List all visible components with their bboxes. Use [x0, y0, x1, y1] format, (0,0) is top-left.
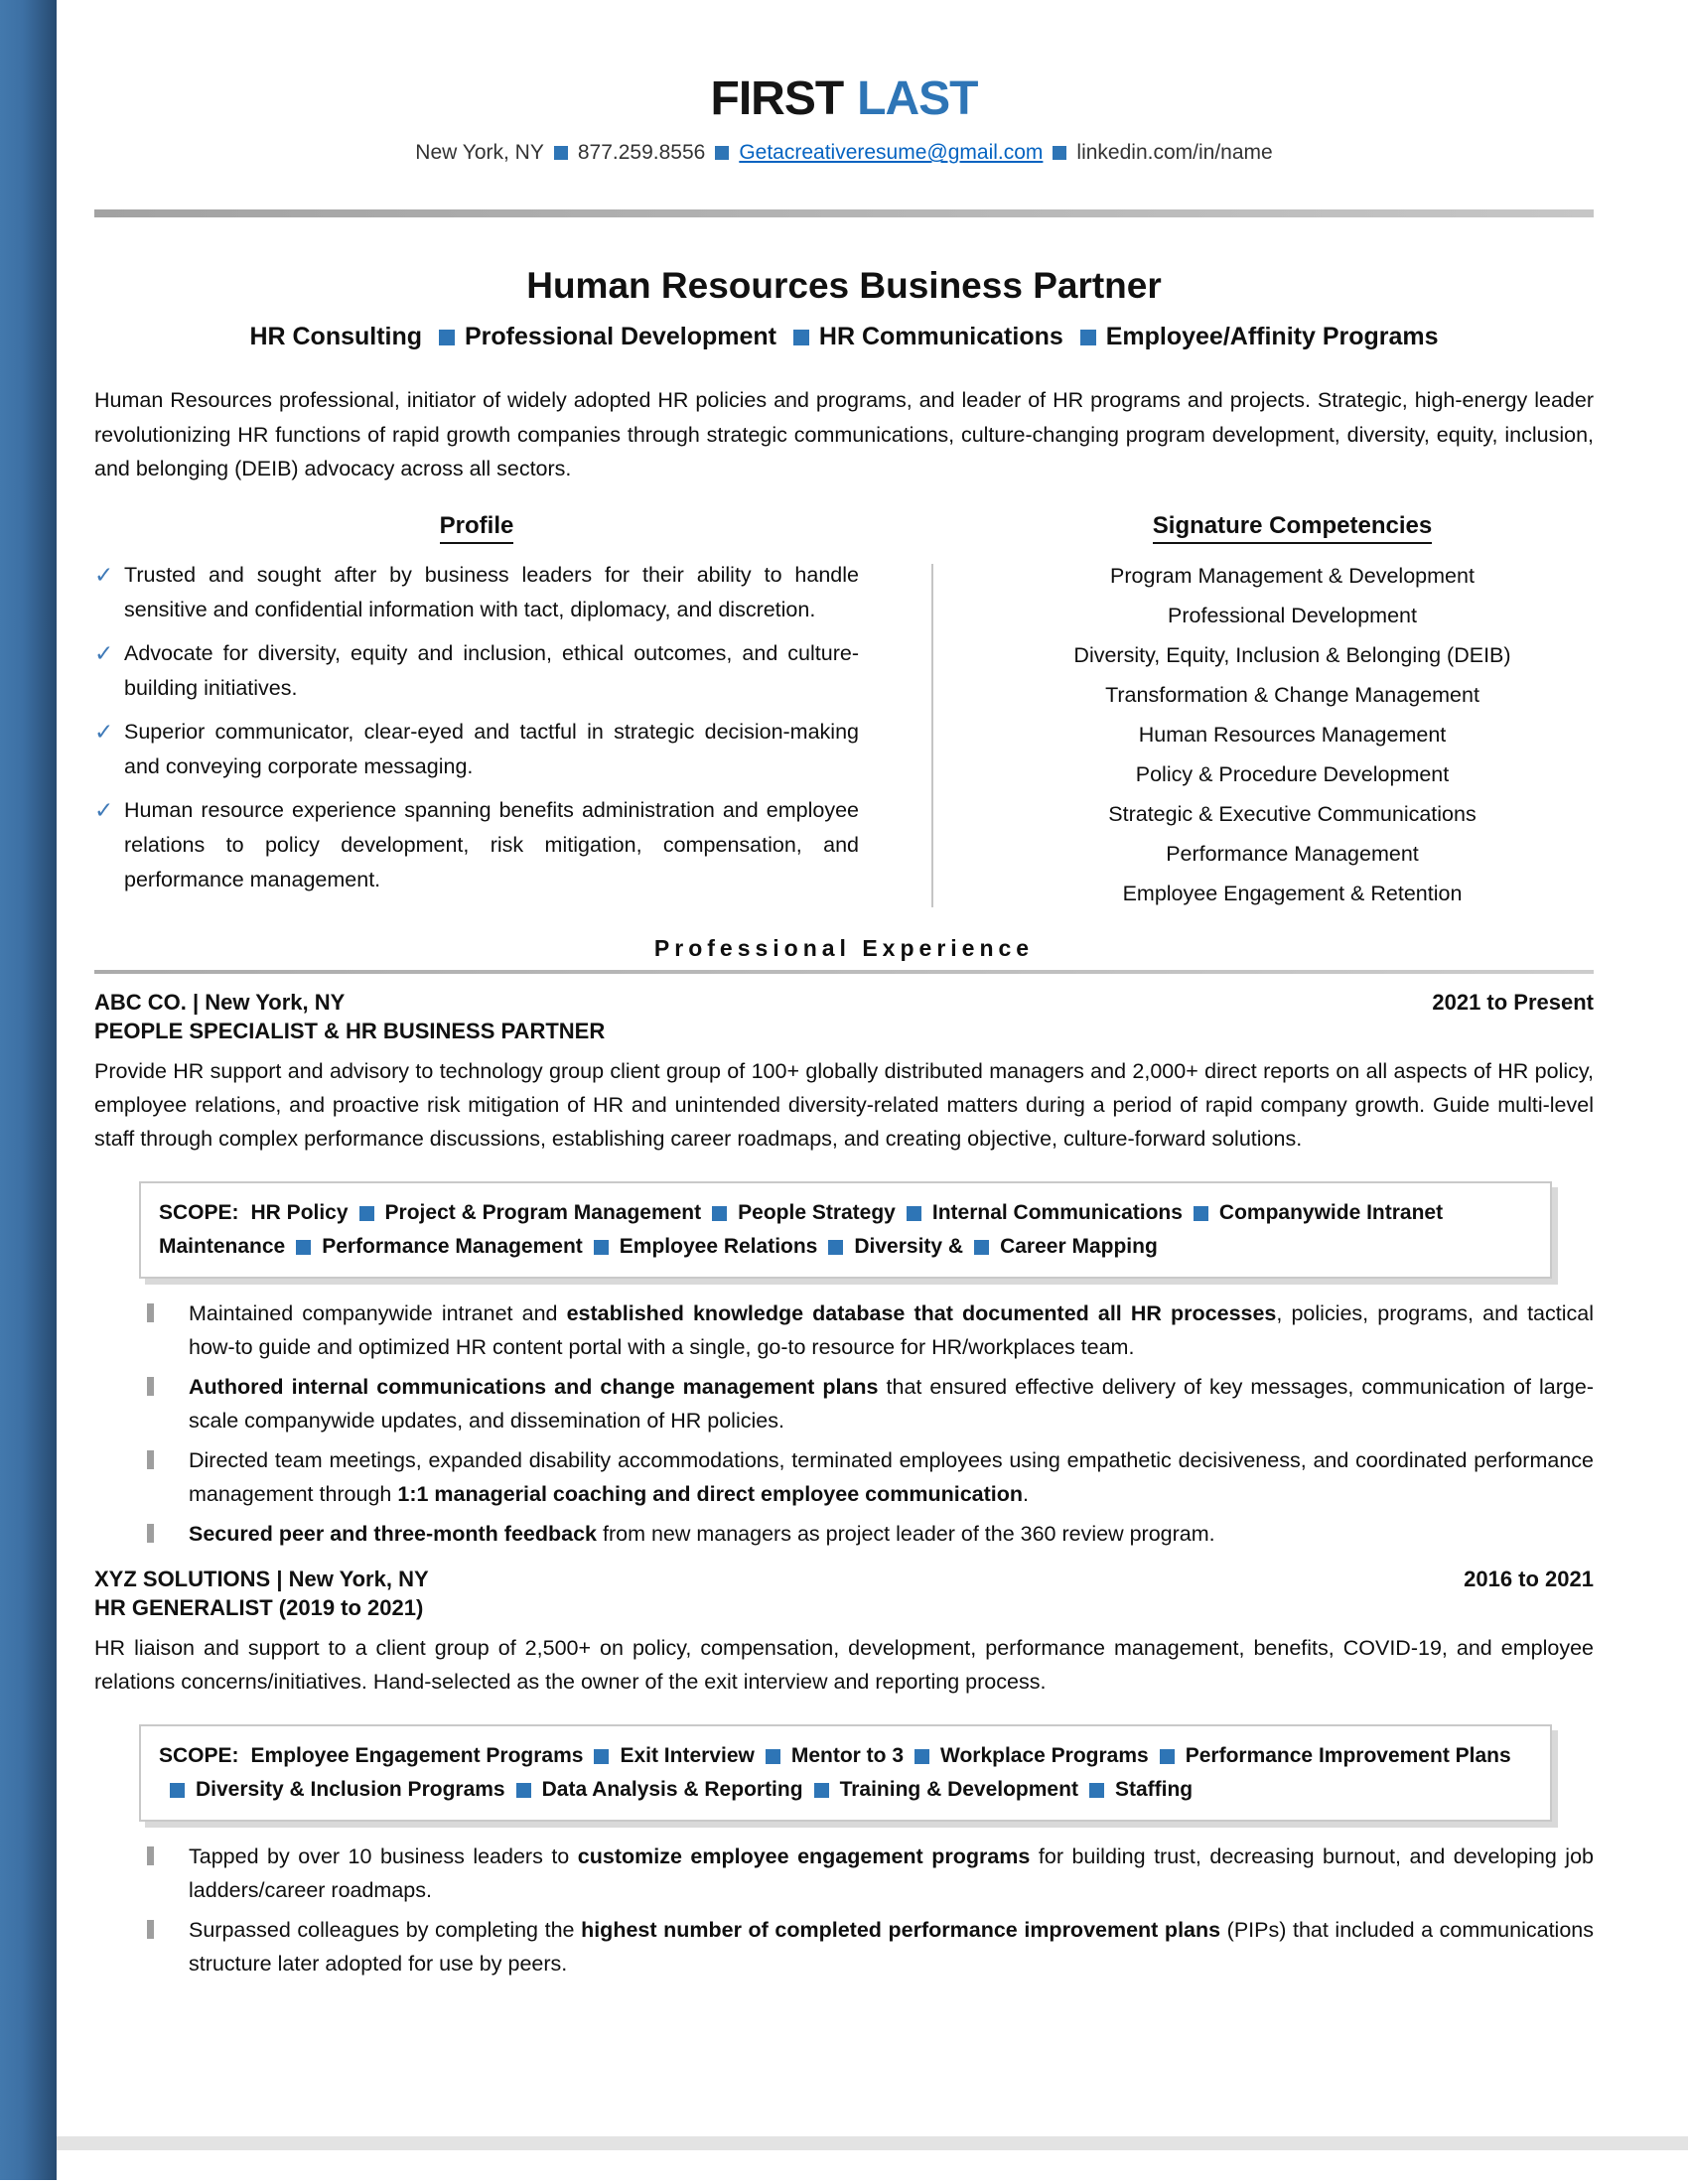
scope-item-label: Data Analysis & Reporting [541, 1777, 803, 1801]
competency-item: Program Management & Development [1110, 563, 1475, 588]
bullet-text-normal: that ensured effective delivery of key messages, communication of large-scale companywide updates, and dissemination of HR policies. [189, 1374, 1594, 1433]
specialty-item [429, 323, 776, 350]
bullet-text-normal: Tapped by over 10 business leaders to [189, 1843, 578, 1868]
job-bullet-list [94, 1297, 1594, 1551]
bullet-bar-icon [147, 1920, 154, 1939]
separator-square-icon [712, 1206, 727, 1221]
resume-page [57, 0, 1688, 1980]
contact-phone: 877.259.8556 [577, 141, 706, 165]
scope-item-label: Performance Management [322, 1234, 583, 1258]
scope-item-list [159, 1201, 1443, 1258]
check-icon: ✓ [94, 796, 114, 823]
specialty-item [249, 323, 422, 350]
scope-item [803, 1778, 1078, 1801]
separator-square-icon [359, 1206, 374, 1221]
separator-square-icon [1160, 1749, 1175, 1764]
job-bullet-text [189, 1443, 1594, 1511]
scope-item-label: Companywide Intranet Maintenance [159, 1200, 1444, 1258]
job-header [94, 990, 1594, 1016]
separator-square-icon [1194, 1206, 1208, 1221]
competency-item: Strategic & Executive Communications [1108, 801, 1477, 826]
job-dates: 2016 to 2021 [1464, 1566, 1594, 1591]
profile-bullet-text: Advocate for diversity, equity and inclusion, ethical outcomes, and culture-building initiatives. [124, 640, 859, 700]
scope-label: SCOPE: [159, 1200, 239, 1224]
scope-item [1078, 1778, 1193, 1801]
scope-item-list [159, 1744, 1511, 1801]
scope-item-label: Diversity & [854, 1234, 964, 1258]
competency-item: Human Resources Management [1138, 722, 1447, 747]
profile-bullet [94, 636, 859, 706]
scope-item-label: Training & Development [839, 1777, 1078, 1801]
job-company: ABC CO. | New York, NY [94, 989, 346, 1015]
profile-bullet-list [94, 558, 859, 897]
profile-competencies-section [94, 512, 1594, 913]
profile-bullet [94, 793, 859, 897]
page-title: Human Resources Business Partner [526, 265, 1162, 307]
scope-item [349, 1201, 702, 1224]
scope-item [701, 1201, 896, 1224]
competency-item: Employee Engagement & Retention [1122, 881, 1463, 905]
scope-item [505, 1778, 803, 1801]
separator-square-icon [1089, 1783, 1104, 1798]
job-bullet-text [189, 1840, 1594, 1907]
separator-square-icon [914, 1749, 929, 1764]
competency-item: Transformation & Change Management [1105, 682, 1479, 707]
bullet-text-normal: , policies, programs, and tactical how-to guide and optimized HR content portal with a single, go-to resource for HR/workplaces team. [189, 1300, 1594, 1359]
bullet-text-normal: from new managers as project leader of the 360 review program. [597, 1521, 1215, 1546]
job-abc-section [94, 990, 1594, 1551]
profile-bullet-text: Trusted and sought after by business leaders for their ability to handle sensitive and confidential information with tact, diplomacy, and discretion. [124, 562, 859, 621]
bullet-text-normal: Directed team meetings, expanded disability accommodations, terminated employees using empathetic decisiveness, and coordinated performance management through [189, 1447, 1594, 1506]
specialty-label: HR Communications [818, 323, 1063, 351]
job-bullet [147, 1913, 1594, 1980]
profile-bullet [94, 558, 859, 627]
bullet-text-normal: for building trust, decreasing burnout, and developing job ladders/career roadmaps. [189, 1843, 1594, 1902]
bullet-text-normal: (PIPs) that included a communications structure later adopted for use by peers. [189, 1917, 1594, 1976]
separator-square-icon [594, 1240, 609, 1255]
scope-item-label: Employee Relations [619, 1234, 818, 1258]
check-icon: ✓ [94, 718, 114, 745]
bullet-bar-icon [147, 1303, 154, 1322]
separator-square-icon [814, 1783, 829, 1798]
specialty-item [1070, 323, 1439, 350]
separator-square-icon [1080, 330, 1096, 345]
bullet-text-normal: Surpassed colleagues by completing the [189, 1917, 582, 1942]
scope-box [139, 1724, 1552, 1822]
separator-square-icon [1053, 146, 1066, 160]
scope-item-label: Employee Engagement Programs [250, 1743, 584, 1767]
scope-item [896, 1201, 1183, 1224]
scope-item [904, 1744, 1149, 1767]
scope-item-label: Project & Program Management [384, 1200, 702, 1224]
contact-linkedin: linkedin.com/in/name [1076, 141, 1273, 165]
specialties-line [94, 323, 1594, 351]
competency-item: Professional Development [1168, 603, 1417, 627]
separator-square-icon [296, 1240, 311, 1255]
job-bullet [147, 1443, 1594, 1511]
separator-square-icon [793, 330, 809, 345]
separator-square-icon [766, 1749, 780, 1764]
scope-item [285, 1235, 583, 1258]
competency-item: Diversity, Equity, Inclusion & Belonging (DEIB) [1073, 642, 1511, 667]
bullet-text-normal: Maintained companywide intranet and [189, 1300, 567, 1325]
scope-item-label: Staffing [1114, 1777, 1194, 1801]
bullet-bar-icon [147, 1524, 154, 1543]
bullet-text-bold: highest number of completed performance improvement plans [581, 1917, 1221, 1942]
footer-divider [57, 2136, 1688, 2150]
first-name: FIRST [710, 72, 844, 125]
candidate-name [94, 71, 1594, 126]
scope-line [159, 1196, 1532, 1264]
profile-bullet-text: Superior communicator, clear-eyed and tactful in strategic decision-making and conveying corporate messaging. [124, 719, 859, 778]
separator-square-icon [554, 146, 568, 160]
job-bullet [147, 1517, 1594, 1551]
job-bullet-list [94, 1840, 1594, 1980]
left-accent-bar [0, 0, 57, 2180]
scope-item [817, 1235, 963, 1258]
profile-bullet-text: Human resource experience spanning benefits administration and employee relations to policy development, risk mitigation, compensation, and performance management. [124, 797, 859, 891]
check-icon: ✓ [94, 639, 114, 666]
job-bullet-text [189, 1370, 1594, 1437]
job-bullet [147, 1840, 1594, 1907]
scope-item-label: Mentor to 3 [790, 1743, 905, 1767]
scope-item-label: Diversity & Inclusion Programs [196, 1777, 505, 1801]
bullet-text-bold: Authored internal communications and change management plans [189, 1374, 879, 1399]
scope-item [1149, 1744, 1511, 1767]
contact-line [94, 138, 1594, 168]
competency-item: Policy & Procedure Development [1135, 761, 1450, 786]
separator-square-icon [828, 1240, 843, 1255]
bullet-bar-icon [147, 1846, 154, 1865]
job-xyz-section [94, 1567, 1594, 1980]
scope-box [139, 1181, 1552, 1279]
job-bullet-text [189, 1517, 1594, 1551]
specialty-label: HR Consulting [249, 323, 423, 351]
job-dates: 2021 to Present [1432, 989, 1594, 1015]
contact-location: New York, NY [415, 141, 544, 165]
scope-item-label: Performance Improvement Plans [1185, 1743, 1511, 1767]
scope-item [755, 1744, 904, 1767]
competencies-heading: Signature Competencies [1153, 512, 1432, 544]
scope-item [963, 1235, 1158, 1258]
scope-item [583, 1235, 818, 1258]
separator-square-icon [974, 1240, 989, 1255]
competencies-list [991, 556, 1594, 913]
bullet-text-bold: 1:1 managerial coaching and direct employee communication [397, 1481, 1024, 1506]
scope-line [159, 1739, 1532, 1807]
competencies-column [933, 512, 1594, 913]
profile-bullet [94, 715, 859, 784]
scope-item-label: HR Policy [250, 1200, 349, 1224]
bullet-bar-icon [147, 1450, 154, 1469]
scope-item [159, 1778, 505, 1801]
job-company: XYZ SOLUTIONS | New York, NY [94, 1566, 429, 1591]
scope-label: SCOPE: [159, 1743, 239, 1767]
separator-square-icon [907, 1206, 921, 1221]
scope-item-label: People Strategy [738, 1200, 896, 1224]
experience-heading: Professional Experience [653, 934, 1035, 961]
bullet-bar-icon [147, 1377, 154, 1396]
separator-square-icon [439, 330, 455, 345]
job-summary: HR liaison and support to a client group of 2,500+ on policy, compensation, development, performance management, benefits, COVID-19, and employee relations concerns/initiatives. Hand-selected as the owner of the exit interview and reporting process. [94, 1635, 1594, 1694]
scope-item [583, 1744, 754, 1767]
summary-paragraph: Human Resources professional, initiator of widely adopted HR policies and programs, and leader of HR programs and projects. Strategic, high-energy leader revolutionizing HR functions of rapid growth companies through strategic communications, culture-changing program development, diversity, equity, inclusion, and belonging (DEIB) advocacy across all sectors. [94, 388, 1594, 481]
header [94, 0, 1594, 168]
job-bullet-text [189, 1913, 1594, 1980]
job-bullet [147, 1297, 1594, 1364]
bullet-text-bold: established knowledge database that documented all HR processes [566, 1300, 1277, 1325]
profile-column [94, 512, 859, 913]
job-header [94, 1567, 1594, 1592]
check-icon: ✓ [94, 561, 114, 588]
scope-item-label: Career Mapping [1000, 1234, 1158, 1258]
scope-item-label: Internal Communications [931, 1200, 1183, 1224]
competency-item: Performance Management [1166, 841, 1419, 866]
header-divider [94, 209, 1594, 217]
contact-email-link[interactable]: Getacreativeresume@gmail.com [739, 141, 1044, 165]
bullet-text-normal: . [1023, 1481, 1030, 1506]
separator-square-icon [715, 146, 729, 160]
experience-divider [94, 970, 1594, 974]
scope-item [251, 1744, 584, 1767]
profile-heading: Profile [440, 512, 514, 544]
last-name: LAST [857, 72, 978, 125]
scope-item [251, 1201, 349, 1224]
scope-item-label: Workplace Programs [940, 1743, 1149, 1767]
separator-square-icon [516, 1783, 531, 1798]
separator-square-icon [170, 1783, 185, 1798]
specialty-label: Professional Development [464, 323, 776, 351]
bullet-text-bold: customize employee engagement programs [577, 1843, 1031, 1868]
scope-item-label: Exit Interview [620, 1743, 755, 1767]
separator-square-icon [594, 1749, 609, 1764]
job-bullet-text [189, 1297, 1594, 1364]
specialty-item [783, 323, 1063, 350]
specialty-label: Employee/Affinity Programs [1105, 323, 1439, 351]
job-summary: Provide HR support and advisory to technology group client group of 100+ globally distributed managers and 2,000+ direct reports on all aspects of HR policy, employee relations, and proactive risk mitigation of HR and unintended diversity-related matters during a period of rapid company growth. Guide multi-level staff through complex performance discussions, establishing career roadmaps, and creating objective, culture-forward solutions. [94, 1058, 1594, 1151]
job-bullet [147, 1370, 1594, 1437]
bullet-text-bold: Secured peer and three-month feedback [189, 1521, 597, 1546]
job-title: HR GENERALIST (2019 to 2021) [94, 1594, 424, 1620]
job-title: PEOPLE SPECIALIST & HR BUSINESS PARTNER [94, 1018, 606, 1043]
